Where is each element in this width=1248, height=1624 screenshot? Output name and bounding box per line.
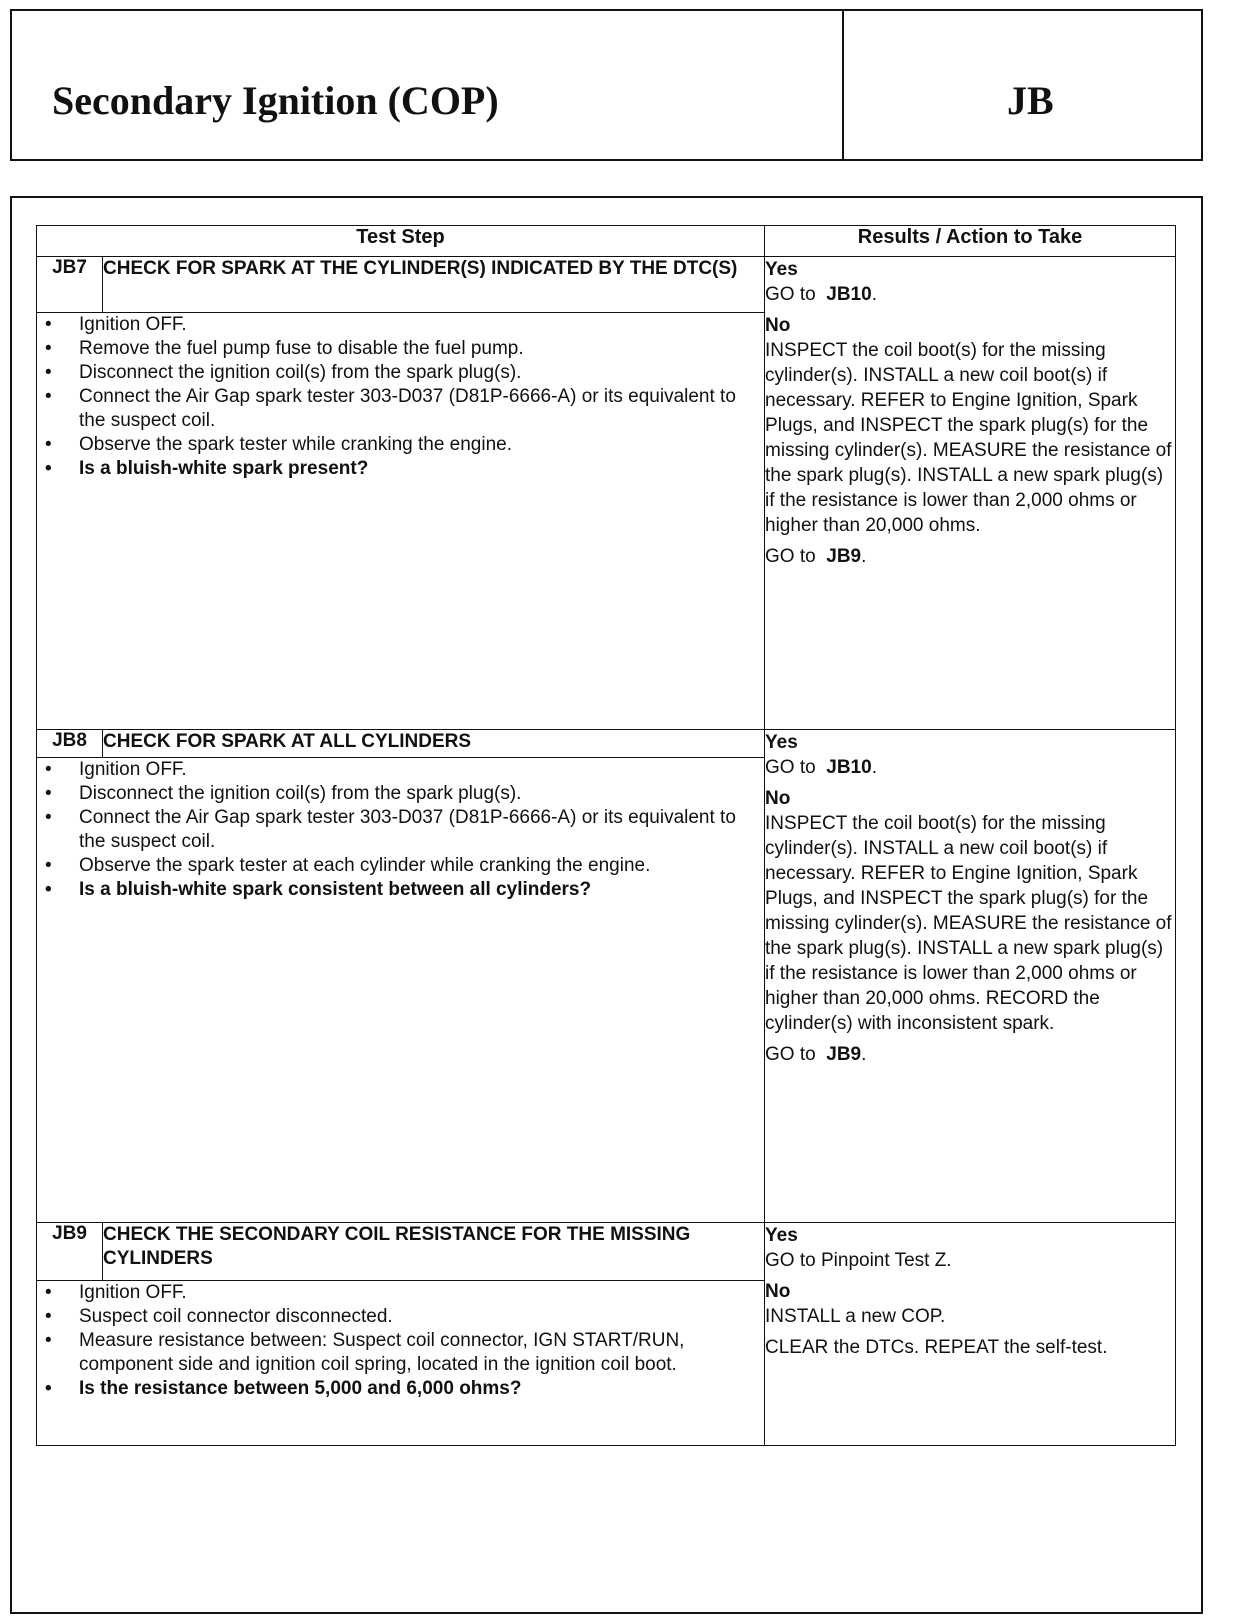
list-item: • Connect the Air Gap spark tester 303-D037 (D81P-6666-A) or its equivalent to the suspect coil. (37, 806, 764, 854)
step-instructions (37, 312, 765, 729)
go-to-text: GO to (765, 546, 816, 567)
step-reference: JB9 (826, 1044, 862, 1065)
list-item: • Remove the fuel pump fuse to disable the fuel pump. (37, 337, 764, 361)
yes-label: Yes (765, 259, 798, 280)
punctuation: . (861, 546, 867, 567)
page-title: Secondary Ignition (COP) (52, 78, 499, 123)
yes-label: Yes (765, 1225, 798, 1246)
step-title: CHECK FOR SPARK AT THE CYLINDER(S) INDICATED BY THE DTC(S) (103, 257, 765, 313)
test-step-table (36, 225, 1176, 1446)
list-item: • Disconnect the ignition coil(s) from the spark plug(s). (37, 361, 764, 385)
list-item-question: • Is the resistance between 5,000 and 6,000 ohms? (37, 1377, 764, 1401)
step-results (765, 1223, 1176, 1446)
header-divider (842, 11, 844, 159)
no-action-text: INSPECT the coil boot(s) for the missing cylinder(s). INSTALL a new coil boot(s) if necessary. REFER to Engine Ignition, Spark Plugs, and INSPECT the spark plug(s) for the missing cylinder(s). MEASURE the resistance of the spark plug(s). INSTALL a new spark plug(s) if the resistance is lower than 2,000 ohms or higher than 20,000 ohms. RECORD the cylinder(s) with inconsistent spark. (765, 813, 1172, 1034)
list-item-question: • Is a bluish-white spark present? (37, 457, 764, 481)
list-item: • Observe the spark tester while cranking the engine. (37, 433, 764, 457)
list-item: • Ignition OFF. (37, 758, 764, 782)
step-title: CHECK FOR SPARK AT ALL CYLINDERS (103, 730, 765, 758)
list-item: • Connect the Air Gap spark tester 303-D037 (D81P-6666-A) or its equivalent to the suspect coil. (37, 385, 764, 433)
go-to-text: GO to (765, 284, 816, 305)
step-results (765, 730, 1176, 1223)
table-row (37, 730, 1176, 758)
step-code: JB9 (37, 1223, 103, 1281)
list-item: • Observe the spark tester at each cylinder while cranking the engine. (37, 854, 764, 878)
step-reference: JB10 (826, 757, 872, 778)
header-box (10, 9, 1203, 161)
punctuation: . (861, 1044, 867, 1065)
step-results (765, 257, 1176, 730)
list-item: • Ignition OFF. (37, 313, 764, 337)
step-code: JB7 (37, 257, 103, 313)
punctuation: . (871, 757, 877, 778)
no-action-text: INSPECT the coil boot(s) for the missing cylinder(s). INSTALL a new coil boot(s) if necessary. REFER to Engine Ignition, Spark Plugs, and INSPECT the spark plug(s) for the missing cylinder(s). MEASURE the resistance of the spark plug(s). INSTALL a new spark plug(s) if the resistance is lower than 2,000 ohms or higher than 20,000 ohms. (765, 340, 1172, 536)
step-title: CHECK THE SECONDARY COIL RESISTANCE FOR THE MISSING CYLINDERS (103, 1223, 765, 1281)
column-header-results: Results / Action to Take (765, 226, 1176, 257)
go-to-text: GO to (765, 757, 816, 778)
step-reference: JB9 (826, 546, 862, 567)
no-label: No (765, 1281, 791, 1302)
yes-action-text: GO to Pinpoint Test Z. (765, 1250, 952, 1271)
table-row (37, 257, 1176, 313)
go-to-text: GO to (765, 1044, 816, 1065)
list-item-question: • Is a bluish-white spark consistent between all cylinders? (37, 878, 764, 902)
no-action-text: INSTALL a new COP. (765, 1306, 946, 1327)
content-box (10, 196, 1203, 1614)
step-instructions (37, 1280, 765, 1445)
step-code: JB8 (37, 730, 103, 758)
table-row (37, 1223, 1176, 1281)
yes-label: Yes (765, 732, 798, 753)
punctuation: . (871, 284, 877, 305)
no-label: No (765, 788, 791, 809)
step-instructions (37, 758, 765, 1223)
list-item: • Measure resistance between: Suspect coil connector, IGN START/RUN, component side and ignition coil spring, located in the ignition coil boot. (37, 1329, 764, 1377)
no-action-text-2: CLEAR the DTCs. REPEAT the self-test. (765, 1337, 1108, 1358)
no-label: No (765, 315, 791, 336)
list-item: • Ignition OFF. (37, 1281, 764, 1305)
list-item: • Disconnect the ignition coil(s) from the spark plug(s). (37, 782, 764, 806)
section-code: JB (1007, 78, 1054, 123)
column-header-test-step: Test Step (37, 226, 765, 257)
list-item: • Suspect coil connector disconnected. (37, 1305, 764, 1329)
step-reference: JB10 (826, 284, 872, 305)
